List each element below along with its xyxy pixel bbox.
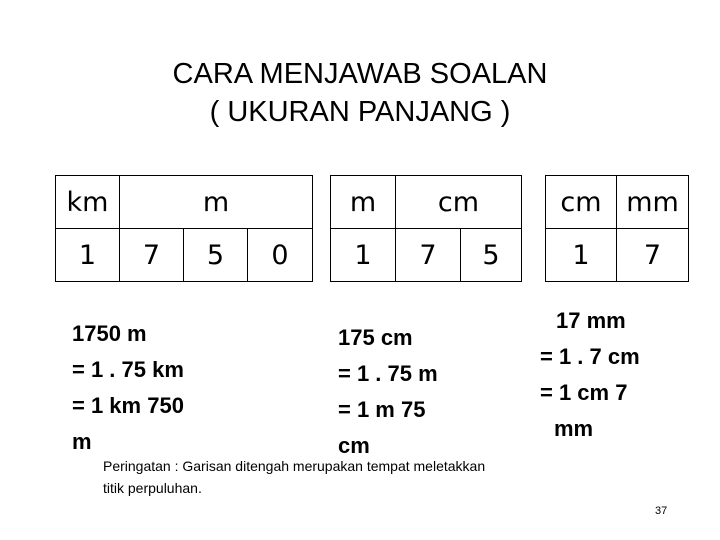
answer-line: = 1 m 75: [338, 397, 426, 422]
note-line-1: Peringatan : Garisan ditengah merupakan tempat meletakkan: [103, 458, 486, 474]
header-mm: mm: [617, 176, 689, 229]
answer-line: 175 cm: [338, 325, 413, 350]
digit-cell: 5: [184, 229, 248, 282]
answer-line: = 1 . 7 cm: [540, 344, 640, 369]
header-m: m: [120, 176, 313, 229]
answer-block-3: [540, 303, 640, 447]
table-km-m: [55, 175, 313, 282]
digit-cell: 7: [396, 229, 461, 282]
answer-line: = 1 . 75 m: [338, 361, 438, 386]
answer-line: 17 mm: [556, 308, 626, 333]
digit-cell: 7: [617, 229, 689, 282]
title-line-1: CARA MENJAWAB SOALAN: [172, 58, 548, 90]
table-m-cm: [330, 175, 522, 282]
answer-line: = 1 km 750: [72, 393, 184, 418]
note: [103, 455, 485, 499]
answer-block-1: [72, 316, 184, 460]
slide-title: [0, 55, 720, 131]
header-km: km: [56, 176, 120, 229]
header-cm: cm: [396, 176, 522, 229]
answer-line: m: [72, 429, 92, 454]
answer-block-2: [338, 320, 438, 464]
digit-cell: 7: [120, 229, 184, 282]
note-line-2: titik perpuluhan.: [103, 480, 202, 496]
digit-cell: 1: [331, 229, 396, 282]
digit-cell: 5: [461, 229, 522, 282]
title-line-2: ( UKURAN PANJANG ): [209, 96, 511, 128]
answer-line: cm: [338, 433, 370, 458]
header-cm: cm: [546, 176, 617, 229]
answer-line: = 1 . 75 km: [72, 357, 184, 382]
table-cm-mm: [545, 175, 689, 282]
answer-line: 1750 m: [72, 321, 147, 346]
answer-line: mm: [554, 416, 594, 441]
page-number: 37: [655, 505, 668, 517]
digit-cell: 0: [248, 229, 313, 282]
digit-cell: 1: [56, 229, 120, 282]
header-m: m: [331, 176, 396, 229]
answer-line: = 1 cm 7: [540, 380, 628, 405]
digit-cell: 1: [546, 229, 617, 282]
